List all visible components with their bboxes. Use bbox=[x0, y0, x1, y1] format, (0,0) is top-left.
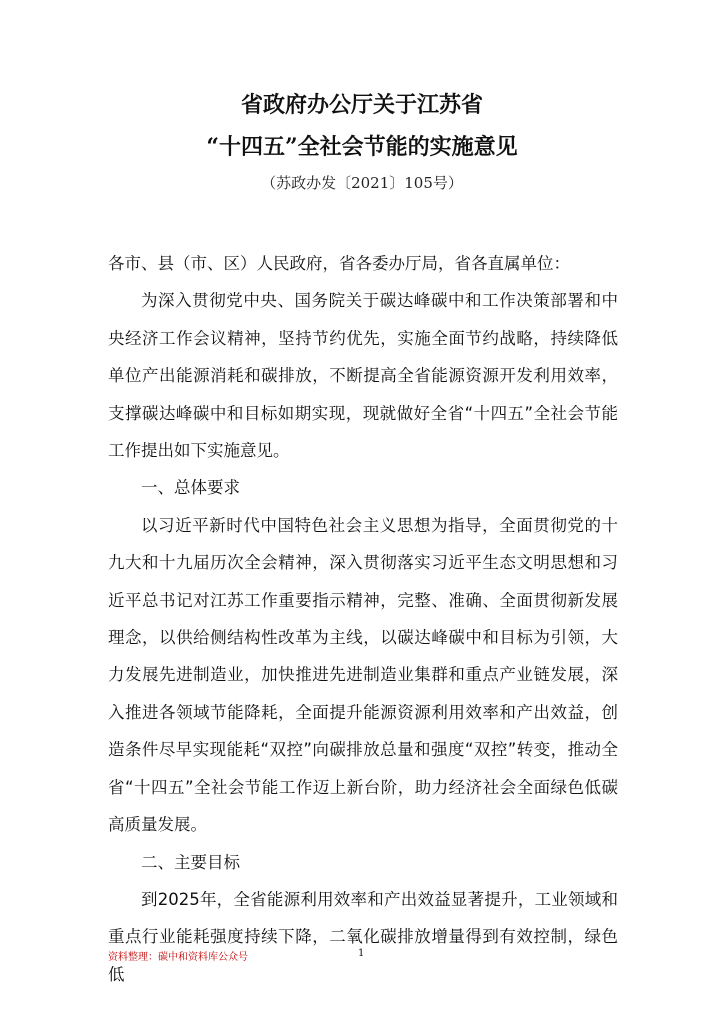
section-2-heading: 二、主要目标 bbox=[141, 852, 240, 872]
page-number: 1 bbox=[358, 948, 365, 959]
title-line-2: “十四五”全社会节能的实施意见 bbox=[206, 134, 518, 160]
salutation: 各市、县（市、区）人民政府，省各委办厅局，省各直属单位： bbox=[108, 254, 570, 273]
title-line-1: 省政府办公厅关于江苏省 bbox=[240, 92, 483, 118]
document-body bbox=[108, 245, 618, 993]
intro-paragraph: 为深入贯彻党中央、国务院关于碳达峰碳中和工作决策部署和中央经济工作会议精神，坚持节约优先，实施全面节约战略，持续降低单位产出能源消耗和碳排放，不断提高全省能源资源开发利用效率，支撑碳达峰碳中和目标如期实现，现就做好全省“十四五”全社会节能工作提出如下实施意见。 bbox=[108, 291, 618, 461]
section-1-heading: 一、总体要求 bbox=[141, 478, 240, 498]
document-number: （苏政办发〔2021〕105号） bbox=[261, 174, 463, 192]
section-2-paragraph: 到2025年，全省能源利用效率和产出效益显著提升，工业领域和重点行业能耗强度持续下降，二氧化碳排放增量得到有效控制，绿色低 bbox=[108, 889, 618, 984]
section-1-paragraph: 以习近平新时代中国特色社会主义思想为指导，全面贯彻党的十九大和十九届历次全会精神，深入贯彻落实习近平生态文明思想和习近平总书记对江苏工作重要指示精神，完整、准确、全面贯彻新发展理念，以供给侧结构性改革为主线，以碳达峰碳中和目标为引领，大力发展先进制造业，加快推进先进制造业集群和重点产业链发展，深入推进各领域节能降耗，全面提升能源资源利用效率和产出效益，创造条件尽早实现能耗“双控”向碳排放总量和强度“双控”转变，推动全省“十四五”全社会节能工作迈上新台阶，助力经济社会全面绿色低碳高质量发展。 bbox=[108, 515, 618, 835]
footer-source: 资料整理：碳中和资料库公众号 bbox=[108, 952, 248, 963]
